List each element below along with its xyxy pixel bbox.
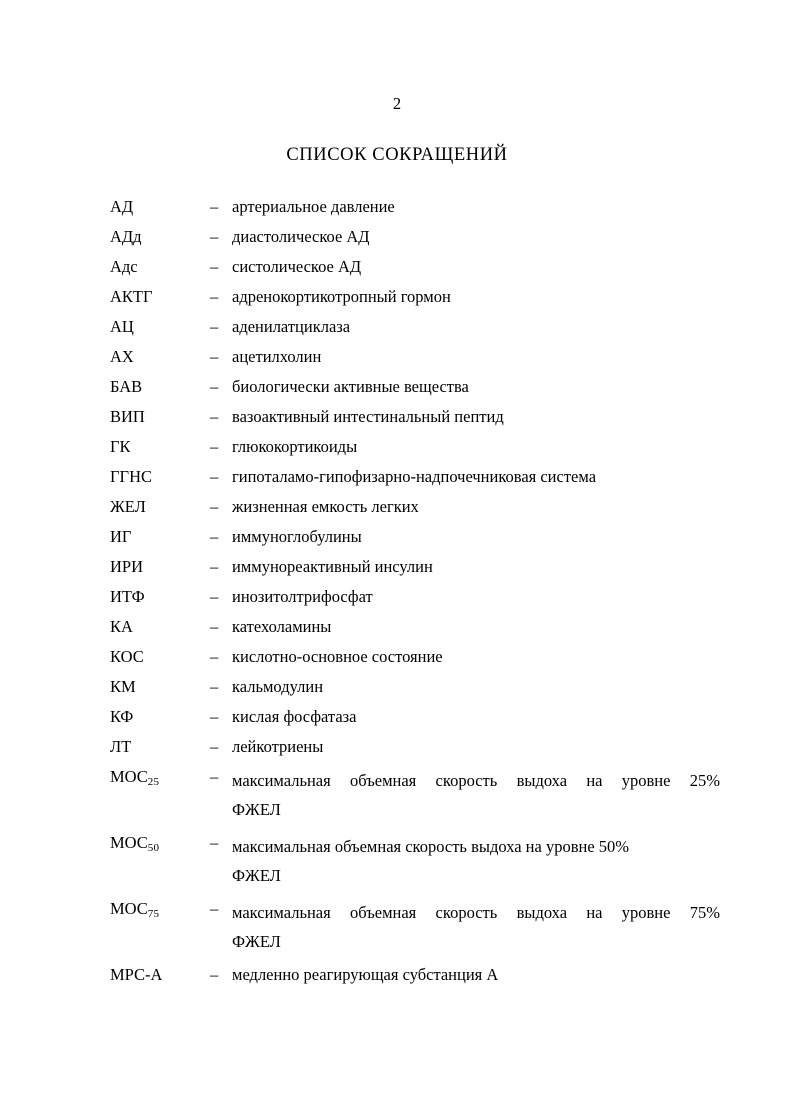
- abbreviation-definition: иммуноглобулины: [232, 527, 362, 546]
- abbreviation-definition: адренокортикотропный гормон: [232, 287, 451, 306]
- abbreviation-term: ЖЕЛ: [110, 497, 146, 516]
- abbreviation-definition: вазоактивный интестинальный пептид: [232, 407, 504, 426]
- abbreviation-term: ГК: [110, 437, 131, 456]
- abbreviation-row: [110, 676, 720, 698]
- abbreviation-list: [110, 196, 720, 994]
- abbreviation-row: [110, 898, 720, 956]
- abbreviation-term-subscript: 75: [147, 908, 160, 920]
- abbreviation-row: [110, 466, 720, 488]
- abbreviation-term: КФ: [110, 707, 134, 726]
- abbreviation-dash: –: [210, 317, 219, 336]
- abbreviation-row: [110, 964, 720, 986]
- abbreviation-definition-line: ФЖЕЛ: [232, 800, 281, 819]
- abbreviation-definition: жизненная емкость легких: [232, 497, 419, 516]
- abbreviation-definition: систолическое АД: [232, 257, 362, 276]
- abbreviation-dash: –: [210, 557, 219, 576]
- page-number: 2: [392, 94, 402, 113]
- abbreviation-row: [110, 496, 720, 518]
- abbreviation-dash: –: [210, 407, 219, 426]
- abbreviation-definition: [232, 766, 720, 824]
- abbreviation-definition-line: максимальная объемная скорость выдоха на уровне 25%: [232, 771, 720, 790]
- abbreviation-definition-line: ФЖЕЛ: [232, 932, 281, 951]
- abbreviation-definition: глюкокортикоиды: [232, 437, 358, 456]
- abbreviation-term: АД: [110, 197, 134, 216]
- abbreviation-dash: –: [210, 707, 219, 726]
- abbreviation-term: ИГ: [110, 527, 132, 546]
- abbreviation-row: [110, 436, 720, 458]
- abbreviation-term: КМ: [110, 677, 136, 696]
- abbreviation-dash: –: [210, 587, 219, 606]
- abbreviation-definition: [232, 898, 720, 956]
- page-title: СПИСОК СОКРАЩЕНИЙ: [286, 145, 508, 165]
- abbreviation-dash: –: [210, 437, 219, 456]
- abbreviation-dash: –: [210, 647, 219, 666]
- abbreviation-term: ВИП: [110, 407, 145, 426]
- abbreviation-row: [110, 346, 720, 368]
- abbreviation-term: АДд: [110, 227, 142, 246]
- abbreviation-row: [110, 736, 720, 758]
- abbreviation-term: $МОС_{75}$: [110, 899, 160, 920]
- abbreviation-row: [110, 196, 720, 218]
- abbreviation-row: [110, 226, 720, 248]
- abbreviation-dash: –: [210, 767, 219, 786]
- abbreviation-dash: –: [210, 467, 219, 486]
- abbreviation-term: Адс: [110, 257, 138, 276]
- abbreviation-term: МРС-А: [110, 965, 163, 984]
- abbreviation-dash: –: [210, 617, 219, 636]
- abbreviation-term: ИТФ: [110, 587, 145, 606]
- abbreviation-definition-line: максимальная объемная скорость выдоха на уровне 75%: [232, 903, 720, 922]
- abbreviation-dash: –: [210, 833, 219, 852]
- abbreviation-dash: –: [210, 899, 219, 918]
- abbreviation-definition: аденилатциклаза: [232, 317, 351, 336]
- abbreviation-dash: –: [210, 227, 219, 246]
- abbreviation-definition-line: ФЖЕЛ: [232, 866, 281, 885]
- abbreviation-term: БАВ: [110, 377, 143, 396]
- abbreviation-row: [110, 832, 720, 890]
- abbreviation-row: [110, 526, 720, 548]
- abbreviation-term: ЛТ: [110, 737, 132, 756]
- abbreviation-dash: –: [210, 497, 219, 516]
- abbreviation-definition: лейкотриены: [232, 737, 324, 756]
- abbreviation-row: [110, 616, 720, 638]
- abbreviation-row: [110, 286, 720, 308]
- abbreviation-term-subscript: 25: [147, 776, 160, 788]
- abbreviation-row: [110, 646, 720, 668]
- abbreviation-row: [110, 706, 720, 728]
- abbreviation-term: $МОС_{25}$: [110, 767, 160, 788]
- abbreviation-definition: ацетилхолин: [232, 347, 322, 366]
- abbreviation-definition: [232, 832, 720, 890]
- abbreviation-definition: диастолическое АД: [232, 227, 370, 246]
- abbreviation-row: [110, 316, 720, 338]
- abbreviation-dash: –: [210, 377, 219, 396]
- abbreviation-dash: –: [210, 677, 219, 696]
- abbreviation-dash: –: [210, 527, 219, 546]
- abbreviation-term-subscript: 50: [147, 842, 160, 854]
- abbreviation-term: АЦ: [110, 317, 134, 336]
- abbreviation-dash: –: [210, 197, 219, 216]
- abbreviation-term: КА: [110, 617, 133, 636]
- abbreviation-definition: катехоламины: [232, 617, 332, 636]
- abbreviation-term: КОС: [110, 647, 144, 666]
- abbreviation-definition: медленно реагирующая субстанция А: [232, 965, 499, 984]
- abbreviation-definition: кислотно-основное состояние: [232, 647, 443, 666]
- abbreviation-row: [110, 556, 720, 578]
- abbreviation-term: АКТГ: [110, 287, 153, 306]
- abbreviation-row: [110, 376, 720, 398]
- abbreviation-term: АХ: [110, 347, 134, 366]
- abbreviation-dash: –: [210, 287, 219, 306]
- abbreviation-row: [110, 586, 720, 608]
- abbreviation-row: [110, 766, 720, 824]
- abbreviation-definition: кальмодулин: [232, 677, 324, 696]
- abbreviation-dash: –: [210, 257, 219, 276]
- abbreviation-definition: инозитолтрифосфат: [232, 587, 373, 606]
- abbreviation-term: $МОС_{50}$: [110, 833, 160, 854]
- abbreviation-definition: кислая фосфатаза: [232, 707, 357, 726]
- abbreviation-definition: иммунореактивный инсулин: [232, 557, 433, 576]
- abbreviation-dash: –: [210, 347, 219, 366]
- abbreviation-row: [110, 406, 720, 428]
- abbreviation-definition: биологически активные вещества: [232, 377, 469, 396]
- abbreviation-definition-line: максимальная объемная скорость выдоха на уровне 50%: [232, 837, 630, 856]
- abbreviation-term: ИРИ: [110, 557, 144, 576]
- abbreviation-dash: –: [210, 965, 219, 984]
- abbreviation-definition: гипоталамо-гипофизарно-надпочечниковая система: [232, 467, 597, 486]
- abbreviation-definition: артериальное давление: [232, 197, 395, 216]
- abbreviation-row: [110, 256, 720, 278]
- abbreviation-dash: –: [210, 737, 219, 756]
- abbreviation-term: ГГНС: [110, 467, 152, 486]
